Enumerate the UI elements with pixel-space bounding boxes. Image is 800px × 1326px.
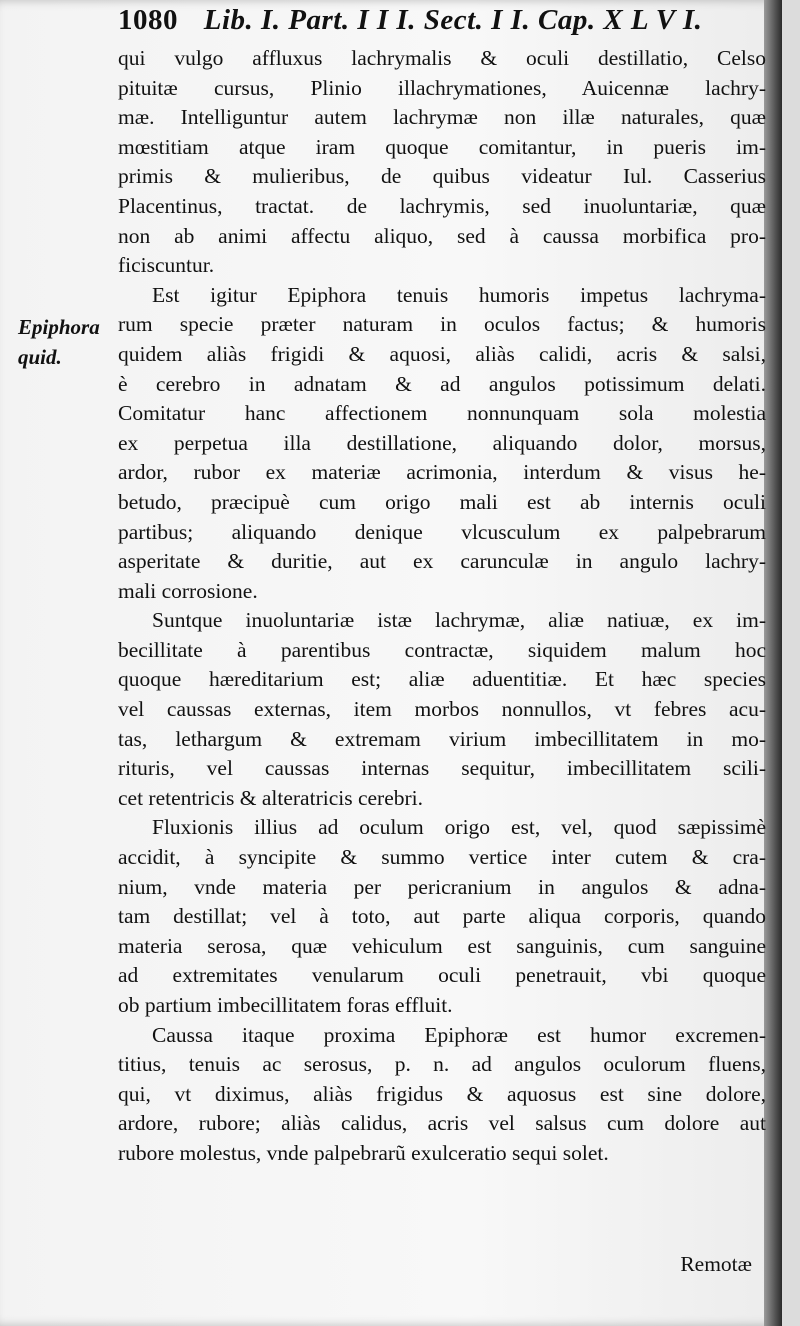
text-line: qui, vt diximus, aliàs frigidus & aquosus est sine dolore, (118, 1081, 766, 1106)
text-line: ardor, rubor ex materiæ acrimonia, interdum & visus he- (118, 460, 766, 485)
text-line: ex perpetua illa destillatione, aliquando dolor, morsus, (118, 430, 766, 455)
text-line: pituitæ cursus, Plinio illachrymationes, Auicennæ lachry- (118, 75, 766, 100)
paragraph (118, 44, 766, 281)
text-line: nium, vnde materia per pericranium in angulos & adna- (118, 874, 766, 899)
text-line: tam destillat; vel à toto, aut parte aliqua corporis, quando (118, 904, 766, 929)
margin-note-line: Epiphora (18, 315, 100, 339)
paragraph (118, 1021, 766, 1169)
paragraph (118, 281, 766, 607)
text-line: materia serosa, quæ vehiculum est sanguinis, cum sanguine (118, 933, 766, 958)
text-line: vel caussas externas, item morbos nonnullos, vt febres acu- (118, 697, 766, 722)
text-line: Placentinus, tractat. de lachrymis, sed inuoluntariæ, quæ (118, 193, 766, 218)
text-line: Comitatur hanc affectionem nonnunquam sola molestia (118, 401, 766, 426)
text-line: Est igitur Epiphora tenuis humoris impetus lachryma- (152, 282, 766, 307)
paragraph (118, 606, 766, 813)
text-line: quidem aliàs frigidi & aquosi, aliàs calidi, acris & salsi, (118, 341, 766, 366)
text-line: tas, lethargum & extremam virium imbecillitatem in mo- (118, 726, 766, 751)
text-line: mali corrosione. (118, 578, 258, 603)
text-line: primis & mulieribus, de quibus videatur Iul. Casserius (118, 164, 766, 189)
text-line: ardore, rubore; aliàs calidus, acris vel salsus cum dolore aut (118, 1111, 766, 1136)
text-line: rubore molestus, vnde palpebrarũ exulceratio sequi solet. (118, 1140, 609, 1165)
text-line: qui vulgo affluxus lachrymalis & oculi destillatio, Celso (118, 46, 766, 70)
margin-note-line: quid. (18, 345, 62, 369)
text-line: mæ. Intelliguntur autem lachrymæ non illæ naturales, quæ (118, 105, 766, 130)
text-line: è cerebro in adnatam & ad angulos potissimum delati. (118, 371, 766, 396)
text-line: Fluxionis illius ad oculum origo est, vel, quod sæpissimè (152, 815, 766, 840)
text-line: ad extremitates venularum oculi penetrauit, vbi quoque (118, 963, 766, 988)
text-line: cet retentricis & alteratricis cerebri. (118, 785, 424, 810)
page-number: 1080 (118, 4, 178, 36)
text-line: betudo, præcipuè cum origo mali est ab internis oculi (118, 489, 766, 514)
text-line: ficiscuntur. (118, 253, 215, 278)
text-line: partibus; aliquando denique vlcusculum ex palpebrarum (118, 519, 766, 544)
text-line: rituris, vel caussas internas sequitur, imbecillitatem scili- (118, 756, 766, 781)
text-line: asperitate & duritie, aut ex carunculæ in angulo lachry- (118, 549, 766, 574)
running-title: Lib. I. Part. I I I. Sect. I I. Cap. X L V I. (203, 4, 703, 36)
text-line: non ab animi affectu aliquo, sed à caussa morbifica pro- (118, 223, 766, 248)
text-line: Caussa itaque proxima Epiphoræ est humor excremen- (152, 1022, 766, 1047)
paragraph (118, 813, 766, 1020)
margin-note (18, 312, 100, 372)
page-gutter-shadow (764, 0, 782, 1326)
text-line: titius, tenuis ac serosus, p. n. ad angulos oculorum fluens, (118, 1052, 766, 1077)
text-line: Suntque inuoluntariæ istæ lachrymæ, aliæ natiuæ, ex im- (152, 608, 766, 633)
running-head (118, 4, 702, 37)
text-line: rum specie præter naturam in oculos factus; & humoris (118, 312, 766, 337)
catchword: Remotæ (680, 1252, 752, 1276)
text-line: quoque hæreditarium est; aliæ aduentitiæ. Et hæc species (118, 667, 766, 692)
text-line: mœstitiam atque iram quoque comitantur, in pueris im- (118, 134, 766, 159)
text-line: becillitate à parentibus contractæ, siquidem malum hoc (118, 637, 766, 662)
body-text (118, 44, 766, 1169)
text-line: ob partium imbecillitatem foras effluit. (118, 993, 453, 1017)
text-line: accidit, à syncipite & summo vertice inter cutem & cra- (118, 845, 766, 870)
